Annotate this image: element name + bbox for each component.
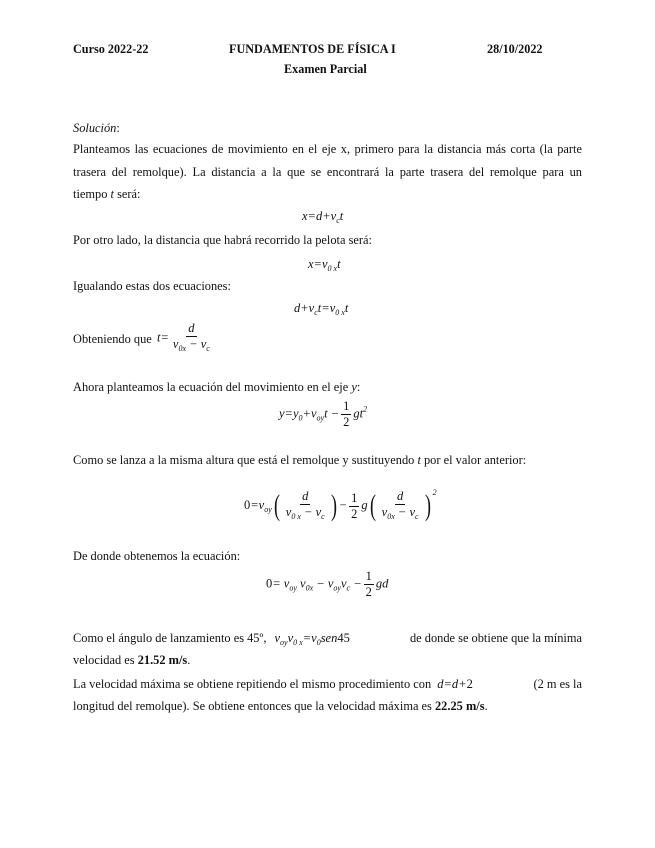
equation-3: $d+v_ct=v_{0 x}t$ bbox=[294, 301, 349, 317]
equation-2: $x=v_{0 x}t$ bbox=[308, 257, 341, 273]
paragraph-8-line-1: Como el ángulo de lanzamiento es 45º, $v_{oy}v_{0 x}=v_0sen45$ de donde se obtiene que la mínima bbox=[73, 631, 582, 647]
paragraph-6: Como se lanza a la misma altura que está el remolque y sustituyendo t por el valor anterior: bbox=[73, 453, 527, 467]
p1-line-2: trasera del remolque). La distancia a la que se encontrará la parte trasera del remolque para un bbox=[73, 164, 582, 179]
paragraph-1 bbox=[73, 138, 582, 206]
paragraph-5: Ahora planteamos la ecuación del movimiento en el eje y: bbox=[73, 380, 361, 394]
exam-date: 28/10/2022 bbox=[487, 42, 543, 56]
equation-7: $0= v_{oy}$ $v_{0x} - v_{oy}v_c$ − $\frac{1}{2}$ gd bbox=[266, 569, 389, 599]
p1-line-3: tiempo t será: bbox=[73, 187, 141, 201]
exam-type: Examen Parcial bbox=[284, 62, 367, 76]
equation-4: t= $\frac{d}{v_{0x} - v_c}$ bbox=[157, 321, 210, 353]
subject-title: FUNDAMENTOS DE FÍSICA I bbox=[229, 42, 396, 56]
paragraph-2: Por otro lado, la distancia que habrá recorrido la pelota será: bbox=[73, 233, 372, 247]
p1-line-1: Planteamos las ecuaciones de movimiento en el eje x, primero para la distancia más corta (la parte bbox=[73, 142, 582, 156]
equation-5: $y=y_0+v_{oy}t$ − $\frac{1}{2}$ $gt^2$ bbox=[279, 399, 368, 429]
paragraph-7: De donde obtenemos la ecuación: bbox=[73, 549, 241, 563]
equation-8: $v_{oy}v_{0 x}=v_0sen45$ bbox=[274, 631, 350, 647]
equation-9: d=d+2 bbox=[437, 677, 473, 691]
course-label: Curso 2022-22 bbox=[73, 42, 149, 56]
paragraph-9-line-1: La velocidad máxima se obtiene repitiendo el mismo procedimiento con d=d+2 (2 m es la bbox=[73, 677, 582, 691]
paragraph-9-line-2: longitud del remolque). Se obtiene entonces que la velocidad máxima es 22.25 m/s. bbox=[73, 699, 488, 713]
solution-heading: Solución: bbox=[73, 121, 120, 135]
equation-1: $x=d+v_ct$ bbox=[302, 209, 344, 225]
equation-6: $0=v_{oy}$( $\frac{d}{v_{0 x} - v_c}$ ) − $\frac{1}{2}$ g( $\frac{d}{v_{0x} - v_c}$ ) $^2$ bbox=[244, 488, 437, 523]
paragraph-8-line-2: velocidad es 21.52 m/s. bbox=[73, 653, 191, 667]
paragraph-4: Obteniendo que bbox=[73, 332, 152, 346]
paragraph-3: Igualando estas dos ecuaciones: bbox=[73, 279, 231, 293]
